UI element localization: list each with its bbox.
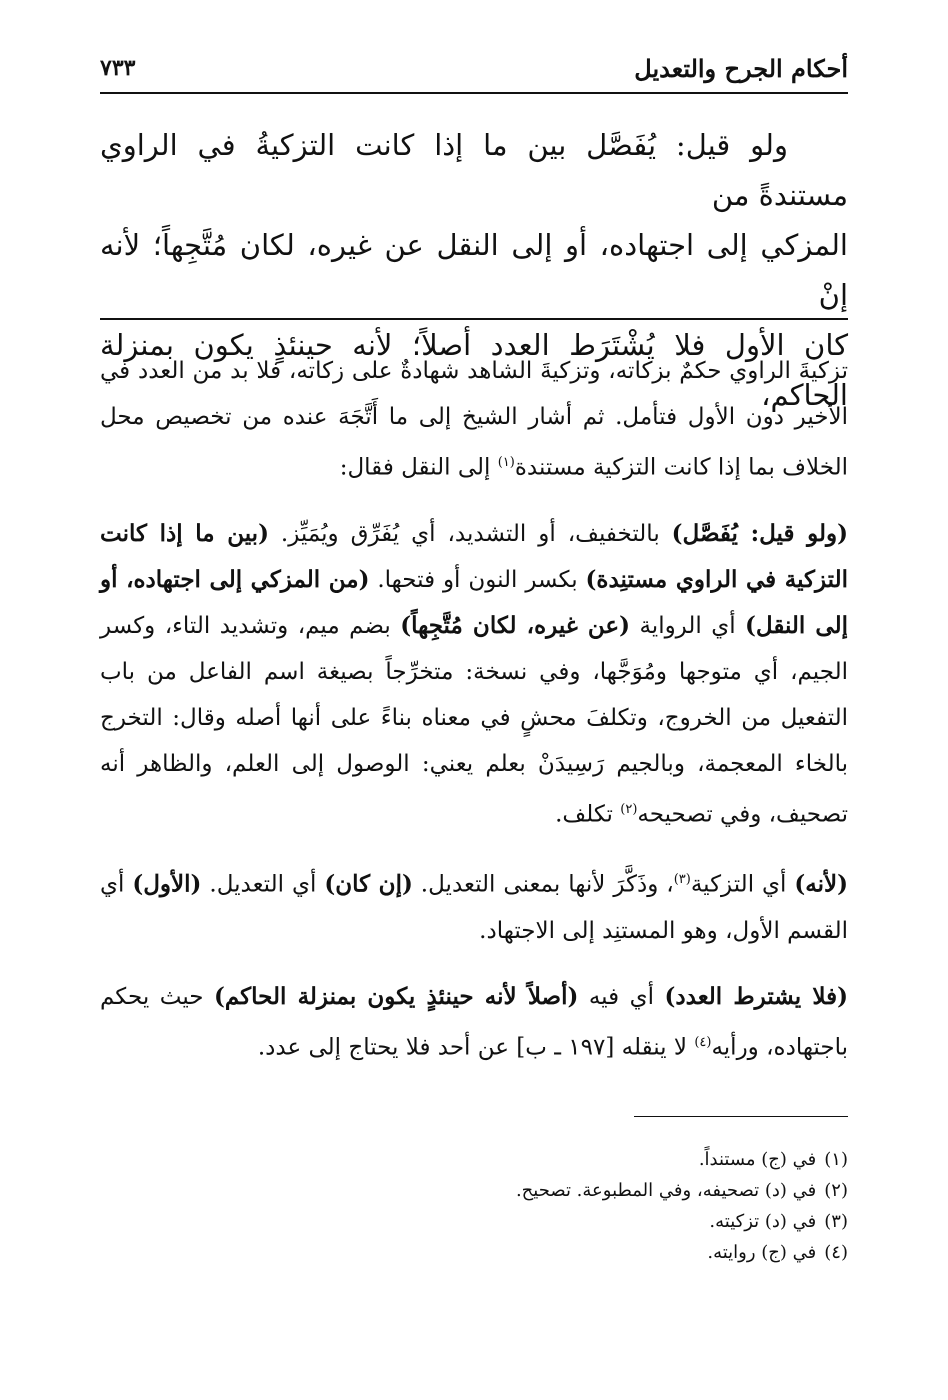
commentary-text: بكسر النون أو فتحها. — [369, 566, 586, 593]
commentary-text: ، وذَكَّرَ لأنها بمعنى التعديل. — [412, 871, 674, 898]
commentary-paragraph — [100, 348, 848, 491]
commentary-text: أي فيه — [578, 983, 665, 1010]
matn-line: كان الأول فلا يُشْتَرَط العدد أصلاً؛ لأنه حينئذٍ يكون بمنزلة الحاكم، — [100, 328, 848, 412]
commentary-text: تزكيةَ الراوي حكمٌ بزكاته، وتزكيةَ الشاهد شهادةٌ على زكاته، فلا بد من العدد في الأخير دون الأول فتأمل. ثم أشار الشيخ إلى ما أَتَّجَهَ عنده من تخصيص محل الخلاف بما إذا كانت التزكية مستندة — [100, 358, 848, 481]
quoted-matn: (ولو قيل: يُفَصَّل) — [671, 519, 848, 547]
page-number: ٧٣٣ — [100, 55, 136, 81]
commentary-text: بالتخفيف، أو التشديد، أي يُفَرِّق ويُمَيِّز. — [268, 520, 672, 547]
matn-divider — [100, 318, 848, 320]
commentary — [100, 348, 848, 1091]
quoted-matn: (من المزكي إلى اجتهاده، أو إلى النقل) — [100, 565, 848, 639]
footnote-item — [100, 1237, 848, 1268]
quoted-matn: (أصلاً لأنه حينئذٍ يكون بمنزلة الحاكم) — [213, 982, 579, 1010]
footnote-number: (٤) — [824, 1242, 848, 1263]
footnote-text: في (ج) مستنداً. — [698, 1149, 817, 1170]
commentary-paragraph — [100, 974, 848, 1071]
footnote-item — [100, 1144, 848, 1175]
running-header — [100, 44, 848, 94]
commentary-text: تكلف. — [555, 801, 621, 828]
footnote-item — [100, 1175, 848, 1206]
commentary-text: إلى النقل فقال: — [339, 454, 498, 481]
footnote-text: في (د) تزكيته. — [709, 1211, 817, 1232]
footnote-item — [100, 1206, 848, 1237]
commentary-text: أي التعديل. — [201, 871, 325, 898]
running-title: أحكام الجرح والتعديل — [634, 53, 848, 83]
commentary-text: أي الرواية — [630, 612, 746, 639]
footnote-text: في (د) تصحيفه، وفي المطبوعة. تصحيح. — [515, 1180, 817, 1201]
commentary-paragraph — [100, 511, 848, 838]
footnote-ref: (٣) — [673, 872, 691, 888]
matn-line: المزكي إلى اجتهاده، أو إلى النقل عن غيره، لكان مُتَّجِهاً؛ لأنه إنْ — [100, 228, 848, 312]
quoted-matn: (بين ما إذا كانت التزكية في الراوي مستنِدة) — [100, 519, 848, 593]
commentary-text: بضم ميم، وتشديد التاء، وكسر الجيم، أي متوجها ومُوَجَّها، وفي نسخة: متخرِّجاً بصيغة اسم الفاعل من باب التفعيل من الخروج، وتكلفَ محشٍ في معناه بناءً على أنها أصله وقال: التخرج بالخاء المعجمة، وبالجيم رَسِيدَنْ بعلم يعني: الوصول إلى العلم، والظاهر أنه تصحيف، وفي تصحيحه — [100, 612, 848, 828]
commentary-text: أي القسم الأول، وهو المستنِد إلى الاجتهاد. — [100, 871, 848, 944]
commentary-text: حيث يحكم باجتهاده، ورأيه — [100, 983, 848, 1061]
footnote-ref: (٤) — [694, 1034, 712, 1050]
commentary-text: لا ينقله [١٩٧ ـ ب] عن أحد فلا يحتاج إلى عدد. — [257, 1034, 695, 1061]
footnote-ref: (٢) — [620, 801, 638, 817]
quoted-matn: (عن غيره، لكان مُتَّجِهاً) — [400, 611, 631, 639]
commentary-paragraph — [100, 857, 848, 954]
commentary-text: أي التزكية — [690, 871, 795, 898]
footnote-number: (١) — [824, 1149, 848, 1170]
quoted-matn: (فلا يشترط العدد) — [664, 982, 848, 1010]
quoted-matn: (الأول) — [132, 870, 202, 898]
footnote-number: (٢) — [824, 1180, 848, 1201]
matn-line: ولو قيل: يُفَصَّل بين ما إذا كانت التزكيةُ في الراوي مستندةً من — [100, 128, 848, 212]
footnote-ref: (١) — [497, 455, 515, 470]
footnote-number: (٣) — [824, 1211, 848, 1232]
footnotes — [100, 1144, 848, 1268]
quoted-matn: (إن كان) — [324, 870, 413, 898]
footnote-text: في (ج) روايته. — [707, 1242, 817, 1263]
quoted-matn: (لأنه) — [794, 870, 848, 898]
footnote-divider — [634, 1116, 848, 1117]
